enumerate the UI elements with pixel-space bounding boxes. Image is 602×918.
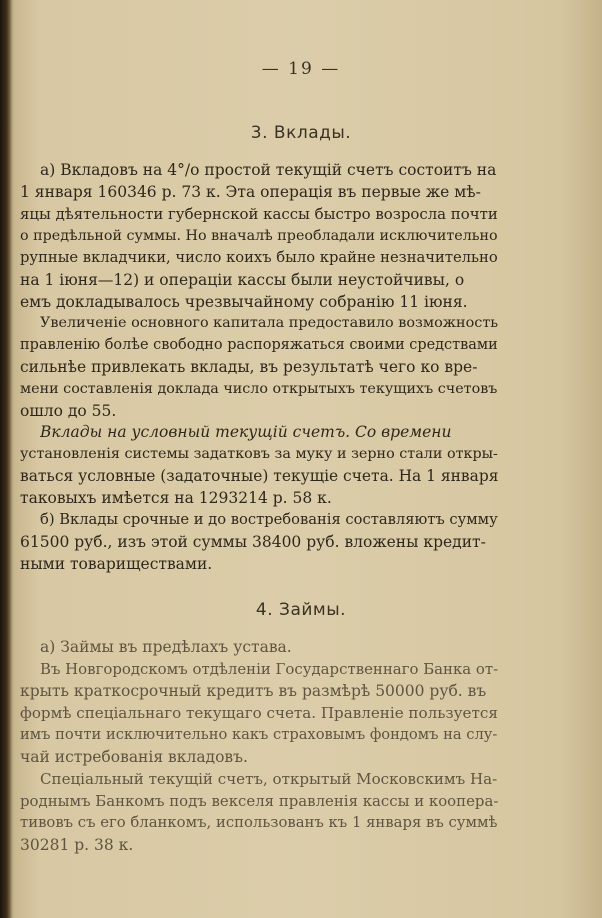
text-line: Увеличеніе основного капитала предоставило возможность (40, 315, 498, 331)
text-line: ваться условные (задаточные) текущіе счета. На 1 января (20, 467, 498, 485)
text-line: рупные вкладчики, число коихъ было крайне незначительно (20, 249, 498, 266)
text-line: а) Займы въ предѣлахъ устава. (40, 638, 292, 656)
text-line: емъ докладывалось чрезвычайному собранію 11 іюня. (20, 293, 468, 311)
text-line: мени составленія доклада число открытыхъ текущихъ счетовъ (20, 381, 498, 397)
text-line: Въ Новгородскомъ отдѣленіи Государственнаго Банка от- (40, 660, 498, 678)
text-line-italic-lead: Вклады на условный текущій счетъ. Со времени (40, 423, 452, 441)
text-line: на 1 іюня—12) и операціи кассы были неустойчивы, о (20, 271, 465, 289)
text-line: правленію болѣе свободно распоряжаться своими средствами (20, 337, 498, 353)
text-line: о предѣльной суммы. Но вначалѣ преобладали исключительно (20, 228, 498, 244)
section-heading-deposits: 3. Вклады. (250, 123, 352, 143)
text-line: чай истребованія вкладовъ. (20, 748, 248, 766)
text-line: 61500 руб., изъ этой суммы 38400 руб. вложены кредит- (20, 533, 486, 551)
text-line: таковыхъ имѣется на 1293214 р. 58 к. (20, 489, 332, 507)
text-line: б) Вклады срочные и до востребованія составляютъ сумму (40, 511, 498, 528)
text-line: ными товариществами. (20, 555, 213, 573)
text-line: роднымъ Банкомъ подъ векселя правленія кассы и коопера- (20, 792, 498, 810)
page-number: — 19 — (261, 59, 341, 79)
text-line: 1 января 160346 р. 73 к. Эта операція въ первые же мѣ- (20, 183, 481, 201)
text-line: тивовъ съ его бланкомъ, использованъ къ 1 января въ суммѣ (20, 814, 498, 831)
text-line: 30281 р. 38 к. (20, 836, 134, 854)
text-line: ошло до 55. (20, 402, 117, 420)
text-line: сильнѣе привлекать вклады, въ результатѣ чего ко вре- (20, 358, 478, 376)
text-line: а) Вкладовъ на 4°/о простой текущій счетъ состоитъ на (40, 161, 497, 179)
text-line: крыть краткосрочный кредитъ въ размѣрѣ 50000 руб. въ (20, 682, 487, 700)
text-line: Спеціальный текущій счетъ, открытый Московскимъ На- (40, 770, 498, 788)
text-line: яцы дѣятельности губернской кассы быстро возросла почти (20, 205, 498, 223)
text-line: имъ почти исключительно какъ страховымъ фондомъ на слу- (20, 726, 498, 743)
text-line: установленія системы задатковъ за муку и зерно стали откры- (20, 446, 498, 462)
text-line: формѣ спеціальнаго текущаго счета. Правленіе пользуется (20, 704, 498, 722)
section-heading-loans: 4. Займы. (255, 600, 347, 620)
